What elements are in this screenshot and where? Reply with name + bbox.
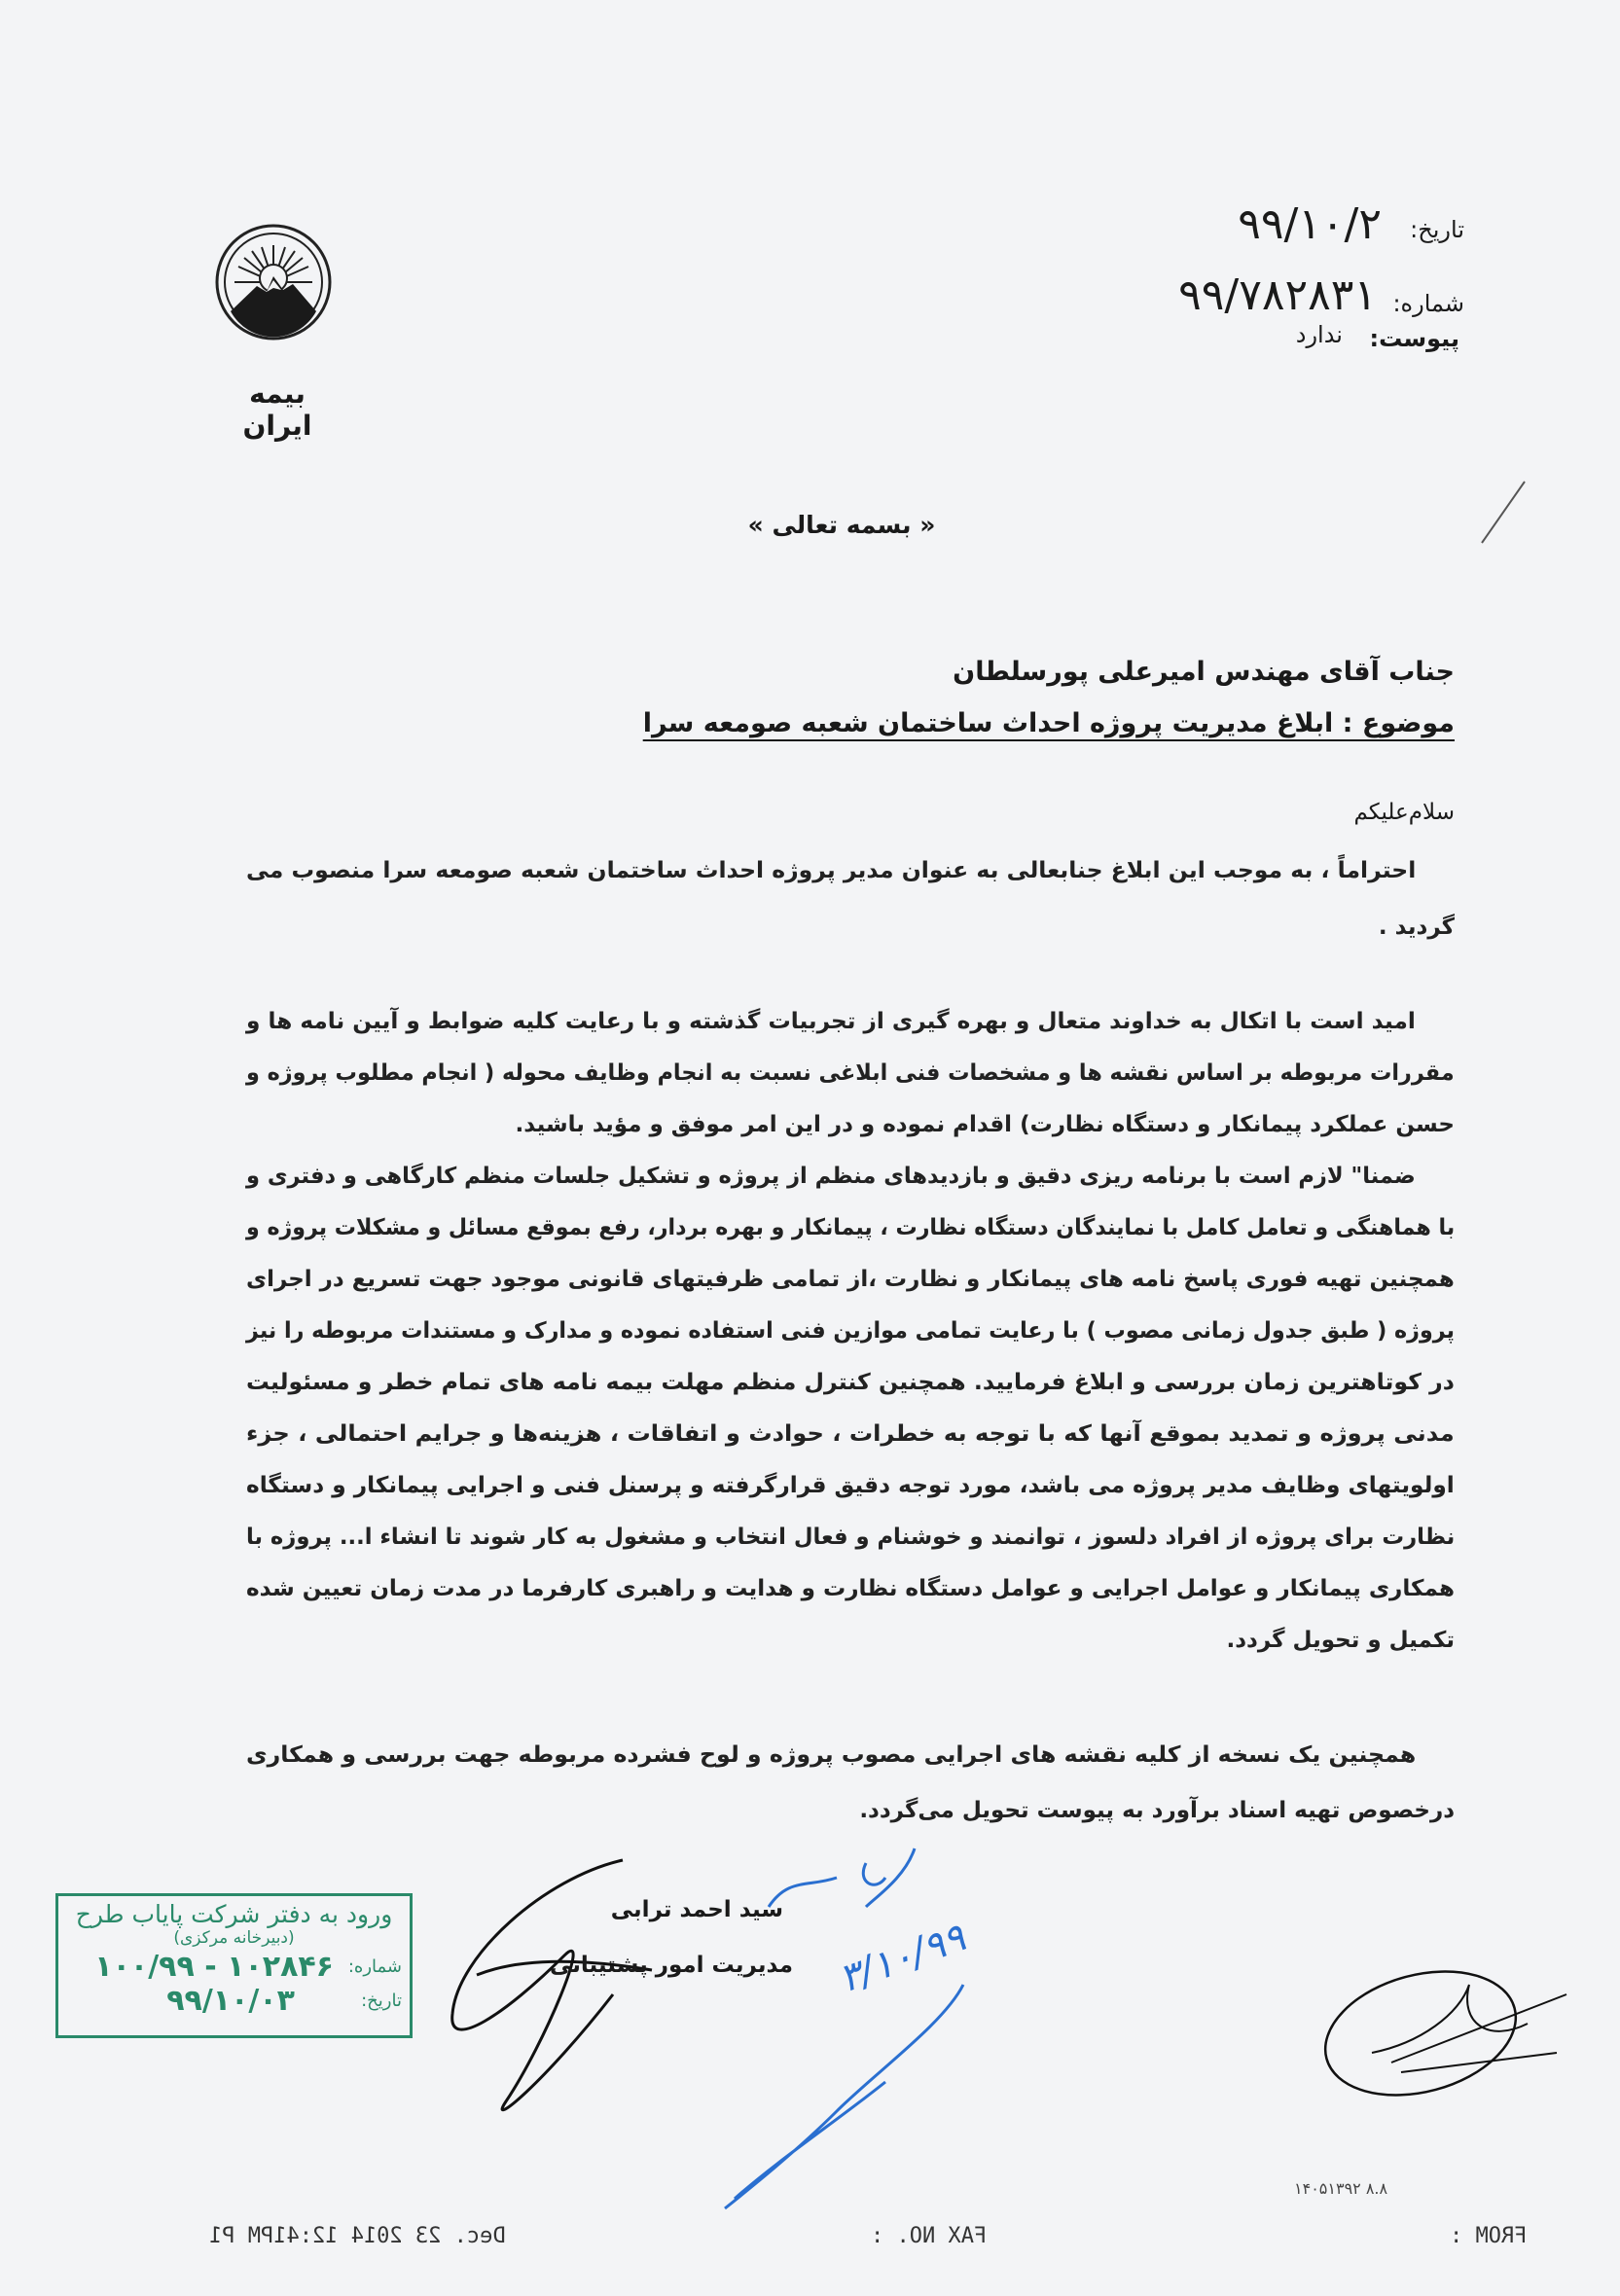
body-line: مدنی پروژه و تمدید بموقع آنها که با توجه به خطرات ، حوادث و اتفاقات ، هزینه‌ها و جرایم احتمالی ، جزء: [246, 1421, 1455, 1447]
body-line: امید است با اتکال به خداوند متعال و بهره گیری از تجربیات گذشته و با رعایت کلیه ضوابط و آیین نامه ها و: [246, 1009, 1416, 1034]
body-line: مقررات مربوطه بر اساس نقشه ها و مشخصات فنی ابلاغی نسبت به انجام وظایف محوله ( انجام مطلوب پروژه و: [246, 1060, 1455, 1086]
body-line: پروژه ( طبق جدول زمانی مصوب ) با رعایت تمامی موازین فنی استفاده نموده و مدارک و مستندات مربوطه را نیز: [246, 1318, 1455, 1344]
blue-pen-marks: [720, 1839, 1012, 2218]
body-line: در کوتاهترین زمان بررسی و ابلاغ فرمایید. همچنین کنترل منظم مهلت بیمه نامه های تمام خطر و مسئولیت: [246, 1370, 1455, 1395]
stamp-subtitle: (دبیرخانه مرکزی): [173, 1928, 295, 1948]
attachment-value: ندارد: [1295, 321, 1343, 348]
bimeh-iran-logo: [213, 222, 334, 342]
stamp-date-label: تاریخ:: [361, 1991, 402, 2011]
subject: موضوع : ابلاغ مدیریت پروژه احداث ساختمان شعبه صومعه سرا: [642, 708, 1455, 738]
stamp-number-label: شماره:: [347, 1956, 402, 1977]
body-line: درخصوص تهیه اسناد برآورد به پیوست تحویل می‌گردد.: [859, 1798, 1455, 1823]
body-line: اولویتهای وظایف مدیر پروژه می باشد، مورد توجه دقیق قرارگرفته و پرسنل فنی و اجرایی پیمانکار و دستگاه: [246, 1473, 1455, 1498]
date-value: ۹۹/۱۰/۲: [1238, 199, 1382, 249]
receipt-stamp: [55, 1893, 413, 2038]
paragraph-1: [246, 843, 1455, 955]
body-line: ضمنا" لازم است با برنامه ریزی دقیق و بازدیدهای منظم از پروژه و تشکیل جلسات منظم کارگاهی و دفتری و: [246, 1164, 1416, 1189]
fax-timestamp: Dec. 23 2014 12:41PM P1: [209, 2224, 506, 2248]
fax-number-label: FAX NO. :: [871, 2224, 988, 2248]
fax-from-label: FROM :: [1450, 2224, 1528, 2248]
body-line: تکمیل و تحویل گردد.: [1226, 1628, 1455, 1653]
footer-code: ۱۴۰۵۱۳۹۲ ۸.۸: [1294, 2179, 1388, 2198]
pen-slash-mark: [1474, 477, 1532, 550]
stamp-date-value: ۹۹/۱۰/۰۳: [166, 1984, 295, 2018]
number-value: ۹۹/۷۸۲۸۳۱: [1178, 270, 1377, 320]
stamp-number-value: ۱۰۰/۹۹ - ۱۰۲۸۴۶: [94, 1950, 334, 1984]
body-line: نظارت برای پروژه از افراد دلسوز ، توانمند و خوشنام و فعال انتخاب و مشغول به کار شوند تا انشاء ا... پروژه با: [245, 1525, 1455, 1550]
body-line: احتراماً ، به موجب این ابلاغ جنابعالی به عنوان مدیر پروژه احداث ساختمان شعبه صومعه سرا منصوب می: [245, 858, 1416, 883]
body-line: حسن عملکرد پیمانکار و دستگاه نظارت) اقدام نموده و در این امر موفق و مؤید باشید.: [515, 1112, 1455, 1137]
recipient: جناب آقای مهندس امیرعلی پورسلطان: [953, 657, 1455, 687]
logo-emblem-icon: [213, 222, 334, 342]
body-line: با هماهنگی و تعامل کامل با نمایندگان دستگاه نظارت ، پیمانکار و بهره بردار، رفع بموقع مسائل و مشکلات پروژه و: [245, 1215, 1455, 1240]
stamp-title: ورود به دفتر شرکت پایاب طرح: [75, 1900, 393, 1928]
body-line: همچنین یک نسخه از کلیه نقشه های اجرایی مصوب پروژه و لوح فشرده مربوطه جهت بررسی و همکاری: [245, 1742, 1416, 1768]
organization-name: بیمه ایران: [242, 377, 312, 442]
number-label: شماره:: [1392, 290, 1464, 317]
body-line: همکاری پیمانکار و عوامل اجرایی و عوامل دستگاه نظارت و هدایت و راهبری کارفرما در مدت زمان تعیین شده: [246, 1576, 1455, 1601]
body-line: گردید .: [1378, 915, 1455, 940]
paragraph-3: [246, 1728, 1455, 1839]
signature-scribble: [428, 1848, 681, 2140]
signatory-name: سید احمد ترابی: [610, 1897, 783, 1922]
paragraph-2: [246, 996, 1455, 1667]
signatory-title: مدیریت امور پشتیبانی: [549, 1953, 793, 1978]
body-line: همچنین تهیه فوری پاسخ نامه های پیمانکار و نظارت ،از تمامی ظرفیتهای قانونی موجود جهت تسریع در اجرای: [246, 1267, 1455, 1292]
invocation: « بسمه تعالی »: [747, 511, 936, 539]
second-signature: [1314, 1936, 1576, 2116]
attachment-label: پیوست:: [1369, 325, 1459, 352]
handwritten-date-note: ۳/۱۰/۹۹: [833, 1915, 972, 2002]
greeting: سلام‌علیکم: [1353, 800, 1455, 825]
date-label: تاریخ:: [1410, 216, 1464, 243]
